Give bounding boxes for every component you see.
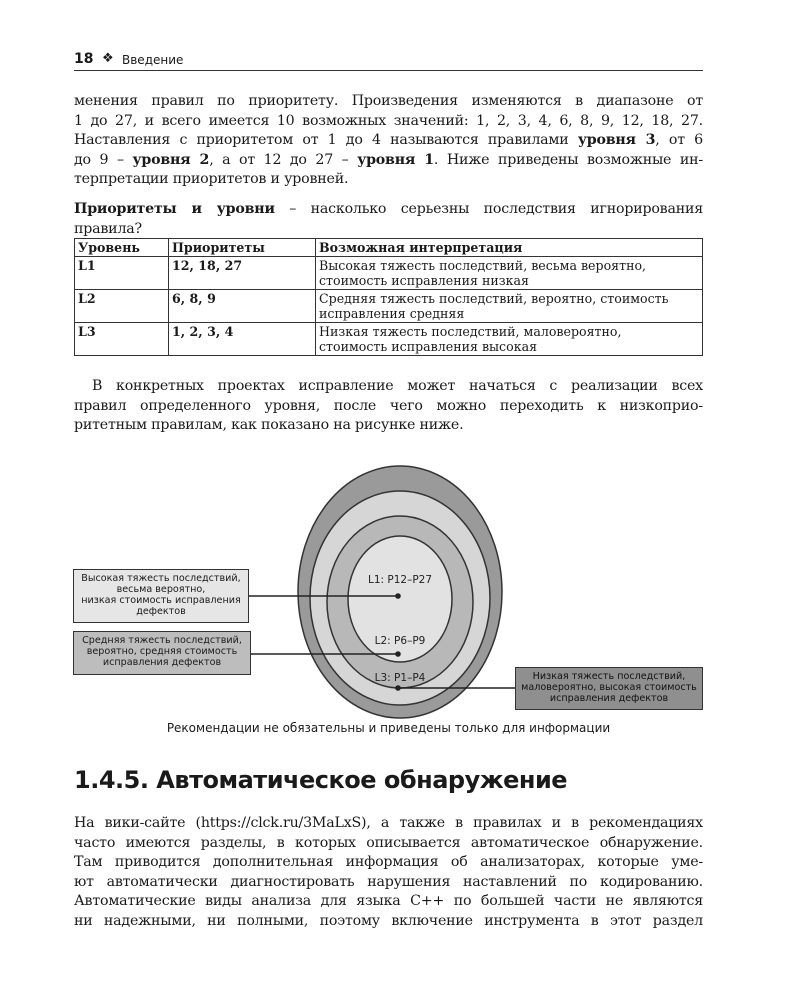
text-line: Приоритеты и уровни – насколько серьезны последствия игнорирования <box>74 201 703 217</box>
column-header: Возможная интерпретация <box>316 239 703 257</box>
text-line: ют автоматически диагностировать нарушения наставлений по кодированию. <box>74 873 703 890</box>
interpretation-cell: Средняя тяжесть последствий, вероятно, стоимость исправления средняя <box>316 290 703 323</box>
text-line: Наставления с приоритетом от 1 до 4 называются правилами уровня 3, от 6 <box>74 132 703 148</box>
text-line: менения правил по приоритету. Произведения изменяются в диапазоне от <box>74 93 703 109</box>
leader-dot-l3 <box>395 685 401 691</box>
column-header: Приоритеты <box>169 239 316 257</box>
interpretation-cell: Низкая тяжесть последствий, маловероятно, стоимость исправления высокая <box>316 323 703 356</box>
callout-box-l3: Низкая тяжесть последствий, маловероятно, высокая стоимость исправления дефектов <box>515 667 703 710</box>
figure-caption: Рекомендации не обязательны и приведены только для информации <box>166 721 611 735</box>
ring-label-l1: L1: P12–P27 <box>367 574 433 586</box>
text-line: терпретации приоритетов и уровней. <box>74 171 349 187</box>
callout-box-l1: Высокая тяжесть последствий, весьма вероятно, низкая стоимость исправления дефектов <box>73 569 249 623</box>
leader-dot-l1 <box>395 593 401 599</box>
text-line: Там приводится дополнительная информация об анализаторах, которые уме- <box>74 854 703 870</box>
priorities-cell: 6, 8, 9 <box>169 290 316 323</box>
text-line: ритетным правилам, как показано на рисунке ниже. <box>74 417 464 433</box>
page-number: 18 <box>74 51 94 67</box>
ring-label-l2: L2: P6–P9 <box>374 635 426 647</box>
text-line: правила? <box>74 220 142 237</box>
level-cell: L2 <box>75 290 169 323</box>
ring-label-l3: L3: P1–P4 <box>374 672 426 684</box>
level-cell: L1 <box>75 257 169 290</box>
text-line: часто имеются разделы, в которых описывается автоматическое обнаружение. <box>74 834 703 851</box>
text-line: 1 до 27, и всего имеется 10 возможных значений: 1, 2, 3, 4, 6, 8, 9, 12, 18, 27. <box>74 112 703 129</box>
text-line: правил определенного уровня, после чего можно переходить к низкоприо- <box>74 397 703 414</box>
priorities-cell: 1, 2, 3, 4 <box>169 323 316 356</box>
level-cell: L3 <box>75 323 169 356</box>
section-heading: 1.4.5. Автоматическое обнаружение <box>74 766 568 794</box>
text-line: В конкретных проектах исправление может начаться с реализации всех <box>92 378 703 394</box>
priorities-cell: 12, 18, 27 <box>169 257 316 290</box>
column-header: Уровень <box>75 239 169 257</box>
callout-box-l2: Средняя тяжесть последствий, вероятно, средняя стоимость исправления дефектов <box>73 631 251 675</box>
running-title: Введение <box>122 53 184 67</box>
ornament-icon: ❖ <box>102 51 114 66</box>
text-line: ни надежными, ни полными, поэтому включение инструмента в этот раздел <box>74 912 703 929</box>
text-line: до 9 – уровня 2, а от 12 до 27 – уровня 1. Ниже приведены возможные ин- <box>74 151 703 168</box>
definition-term: Приоритеты и уровни <box>74 201 275 217</box>
interpretation-cell: Высокая тяжесть последствий, весьма вероятно, стоимость исправления низкая <box>316 257 703 290</box>
text-line: Автоматические виды анализа для языка C++ по большей части не являются <box>74 893 703 909</box>
leader-dot-l2 <box>395 651 401 657</box>
body-paragraph <box>74 814 703 931</box>
text-line: На вики-сайте (https://clck.ru/3MaLxS), а также в правилах и в рекомендациях <box>74 815 703 831</box>
